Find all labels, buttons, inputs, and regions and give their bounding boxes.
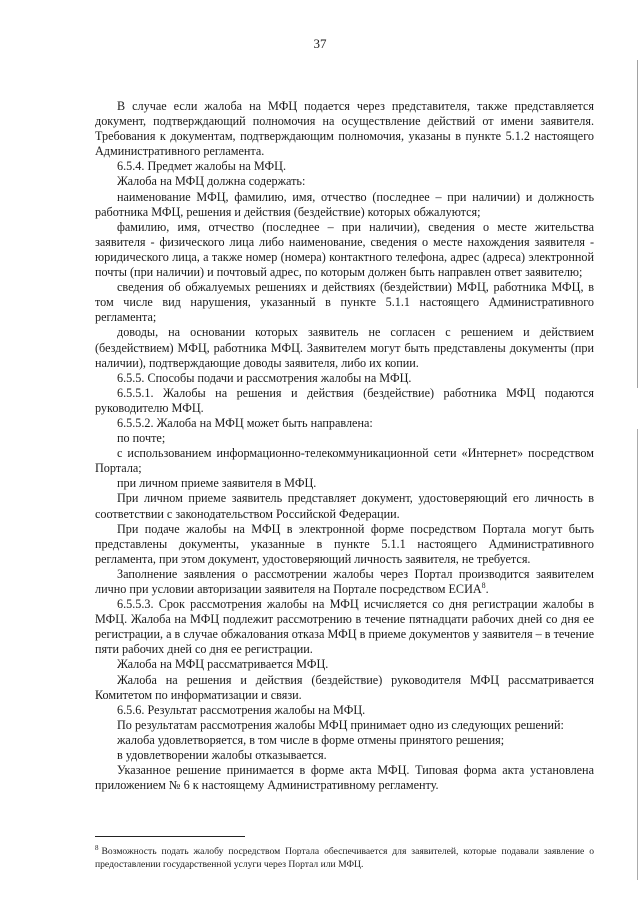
paragraph-complaint-rejected: в удовлетворении жалобы отказывается. bbox=[117, 748, 327, 763]
scan-edge-shadow bbox=[637, 60, 638, 880]
footnote-separator bbox=[95, 836, 245, 837]
paragraph-representative: В случае если жалоба на МФЦ подается через представителя, также представляется документ, подтверждающий полномочия на осуществление действий от имени заявителя. Требования к документам, подтверждающим полномочия, указаны в пункте 5.1.2 настоящего Административного регламента. bbox=[95, 99, 594, 159]
paragraph-section-6-5-6: 6.5.6. Результат рассмотрения жалобы на МФЦ. bbox=[117, 702, 366, 717]
paragraph-by-mail: по почте; bbox=[117, 431, 166, 446]
paragraph-identity-document: При личном приеме заявитель представляет документ, удостоверяющий его личность в соответствии с законодательством Российской Федерации. bbox=[95, 491, 594, 521]
paragraph-personal-visit: при личном приеме заявителя в МФЦ. bbox=[117, 476, 317, 491]
paragraph-electronic-submission: При подаче жалобы на МФЦ в электронной форме посредством Портала могут быть представлены документы, указанные в пункте 5.1.1 настоящего Административного регламента, при этом документ, удостоверяющий личность заявителя, не требуется. bbox=[95, 521, 594, 566]
paragraph-section-6-5-5-3: 6.5.5.3. Срок рассмотрения жалобы на МФЦ исчисляется со дня регистрации жалобы в МФЦ. Жалоба на МФЦ подлежит рассмотрению в течение пятнадцати рабочих дней со дня ее регистрации, а в случае обжалования отказа МФЦ в приеме документов у заявителя – в течение пяти рабочих дней со дня ее регистрации. bbox=[95, 597, 594, 657]
paragraph-applicant-details: фамилию, имя, отчество (последнее – при наличии), сведения о месте жительства заявителя - физического лица либо наименование, сведения о месте нахождения заявителя - юридического лица, а также номер (номера) контактного телефона, адрес (адреса) электронной почты (при наличии) и почтовый адрес, по которым должен быть направлен ответ заявителю; bbox=[95, 219, 594, 280]
portal-authorization-text: Заполнение заявления о рассмотрении жалобы через Портал производится заявителем лично при условии авторизации заявителя на Портале посредством ЕСИА bbox=[95, 566, 594, 596]
paragraph-section-6-5-4: 6.5.4. Предмет жалобы на МФЦ. bbox=[117, 159, 286, 174]
paragraph-decisions: По результатам рассмотрения жалобы МФЦ принимает одно из следующих решений: bbox=[117, 717, 564, 732]
paragraph-appealed-decisions: сведения об обжалуемых решениях и действиях (бездействии) МФЦ, работника МФЦ, в том числе вид нарушения, указанный в пункте 5.1.1 настоящего Административного регламента; bbox=[95, 280, 594, 325]
paragraph-section-6-5-5-2: 6.5.5.2. Жалоба на МФЦ может быть направлена: bbox=[117, 415, 373, 430]
document-body bbox=[95, 99, 594, 793]
paragraph-section-6-5-5: 6.5.5. Способы подачи и рассмотрения жалобы на МФЦ. bbox=[117, 370, 412, 385]
paragraph-reviewed-by-mfc: Жалоба на МФЦ рассматривается МФЦ. bbox=[117, 657, 329, 672]
paragraph-mfc-name: наименование МФЦ, фамилию, имя, отчество (последнее – при наличии) и должность работника МФЦ, решения и действия (бездействие) которых обжалуются; bbox=[95, 189, 594, 219]
footnote-reference: 8 bbox=[481, 580, 486, 590]
page-number: 37 bbox=[313, 36, 327, 51]
footnote bbox=[95, 845, 594, 871]
paragraph-section-6-5-5-1: 6.5.5.1. Жалобы на решения и действия (бездействие) работника МФЦ подаются руководителю МФЦ. bbox=[95, 385, 594, 415]
paragraph-reviewed-by-committee: Жалоба на решения и действия (бездействие) руководителя МФЦ рассматривается Комитетом по информатизации и связи. bbox=[95, 672, 594, 702]
paragraph-portal-authorization bbox=[95, 567, 594, 597]
paragraph-complaint-satisfied: жалоба удовлетворяется, в том числе в форме отмены принятого решения; bbox=[117, 732, 505, 747]
paragraph-complaint-contents: Жалоба на МФЦ должна содержать: bbox=[117, 174, 306, 189]
footnote-text: Возможность подать жалобу посредством Портала обеспечивается для заявителей, которые подавали заявление о предоставлении государственной услуги через Портал или МФЦ. bbox=[95, 846, 594, 870]
paragraph-act-form: Указанное решение принимается в форме акта МФЦ. Типовая форма акта установлена приложением № 6 к настоящему Административному регламенту. bbox=[95, 763, 594, 793]
paragraph-arguments: доводы, на основании которых заявитель не согласен с решением и действием (бездействием) МФЦ, работника МФЦ. Заявителем могут быть представлены документы (при наличии), подтверждающие доводы заявителя, либо их копии. bbox=[95, 325, 594, 370]
footnote-mark: 8 bbox=[95, 843, 99, 852]
paragraph-via-internet: с использованием информационно-телекоммуникационной сети «Интернет» посредством Портала; bbox=[95, 446, 594, 476]
footnote-reference-period: . bbox=[485, 582, 489, 596]
